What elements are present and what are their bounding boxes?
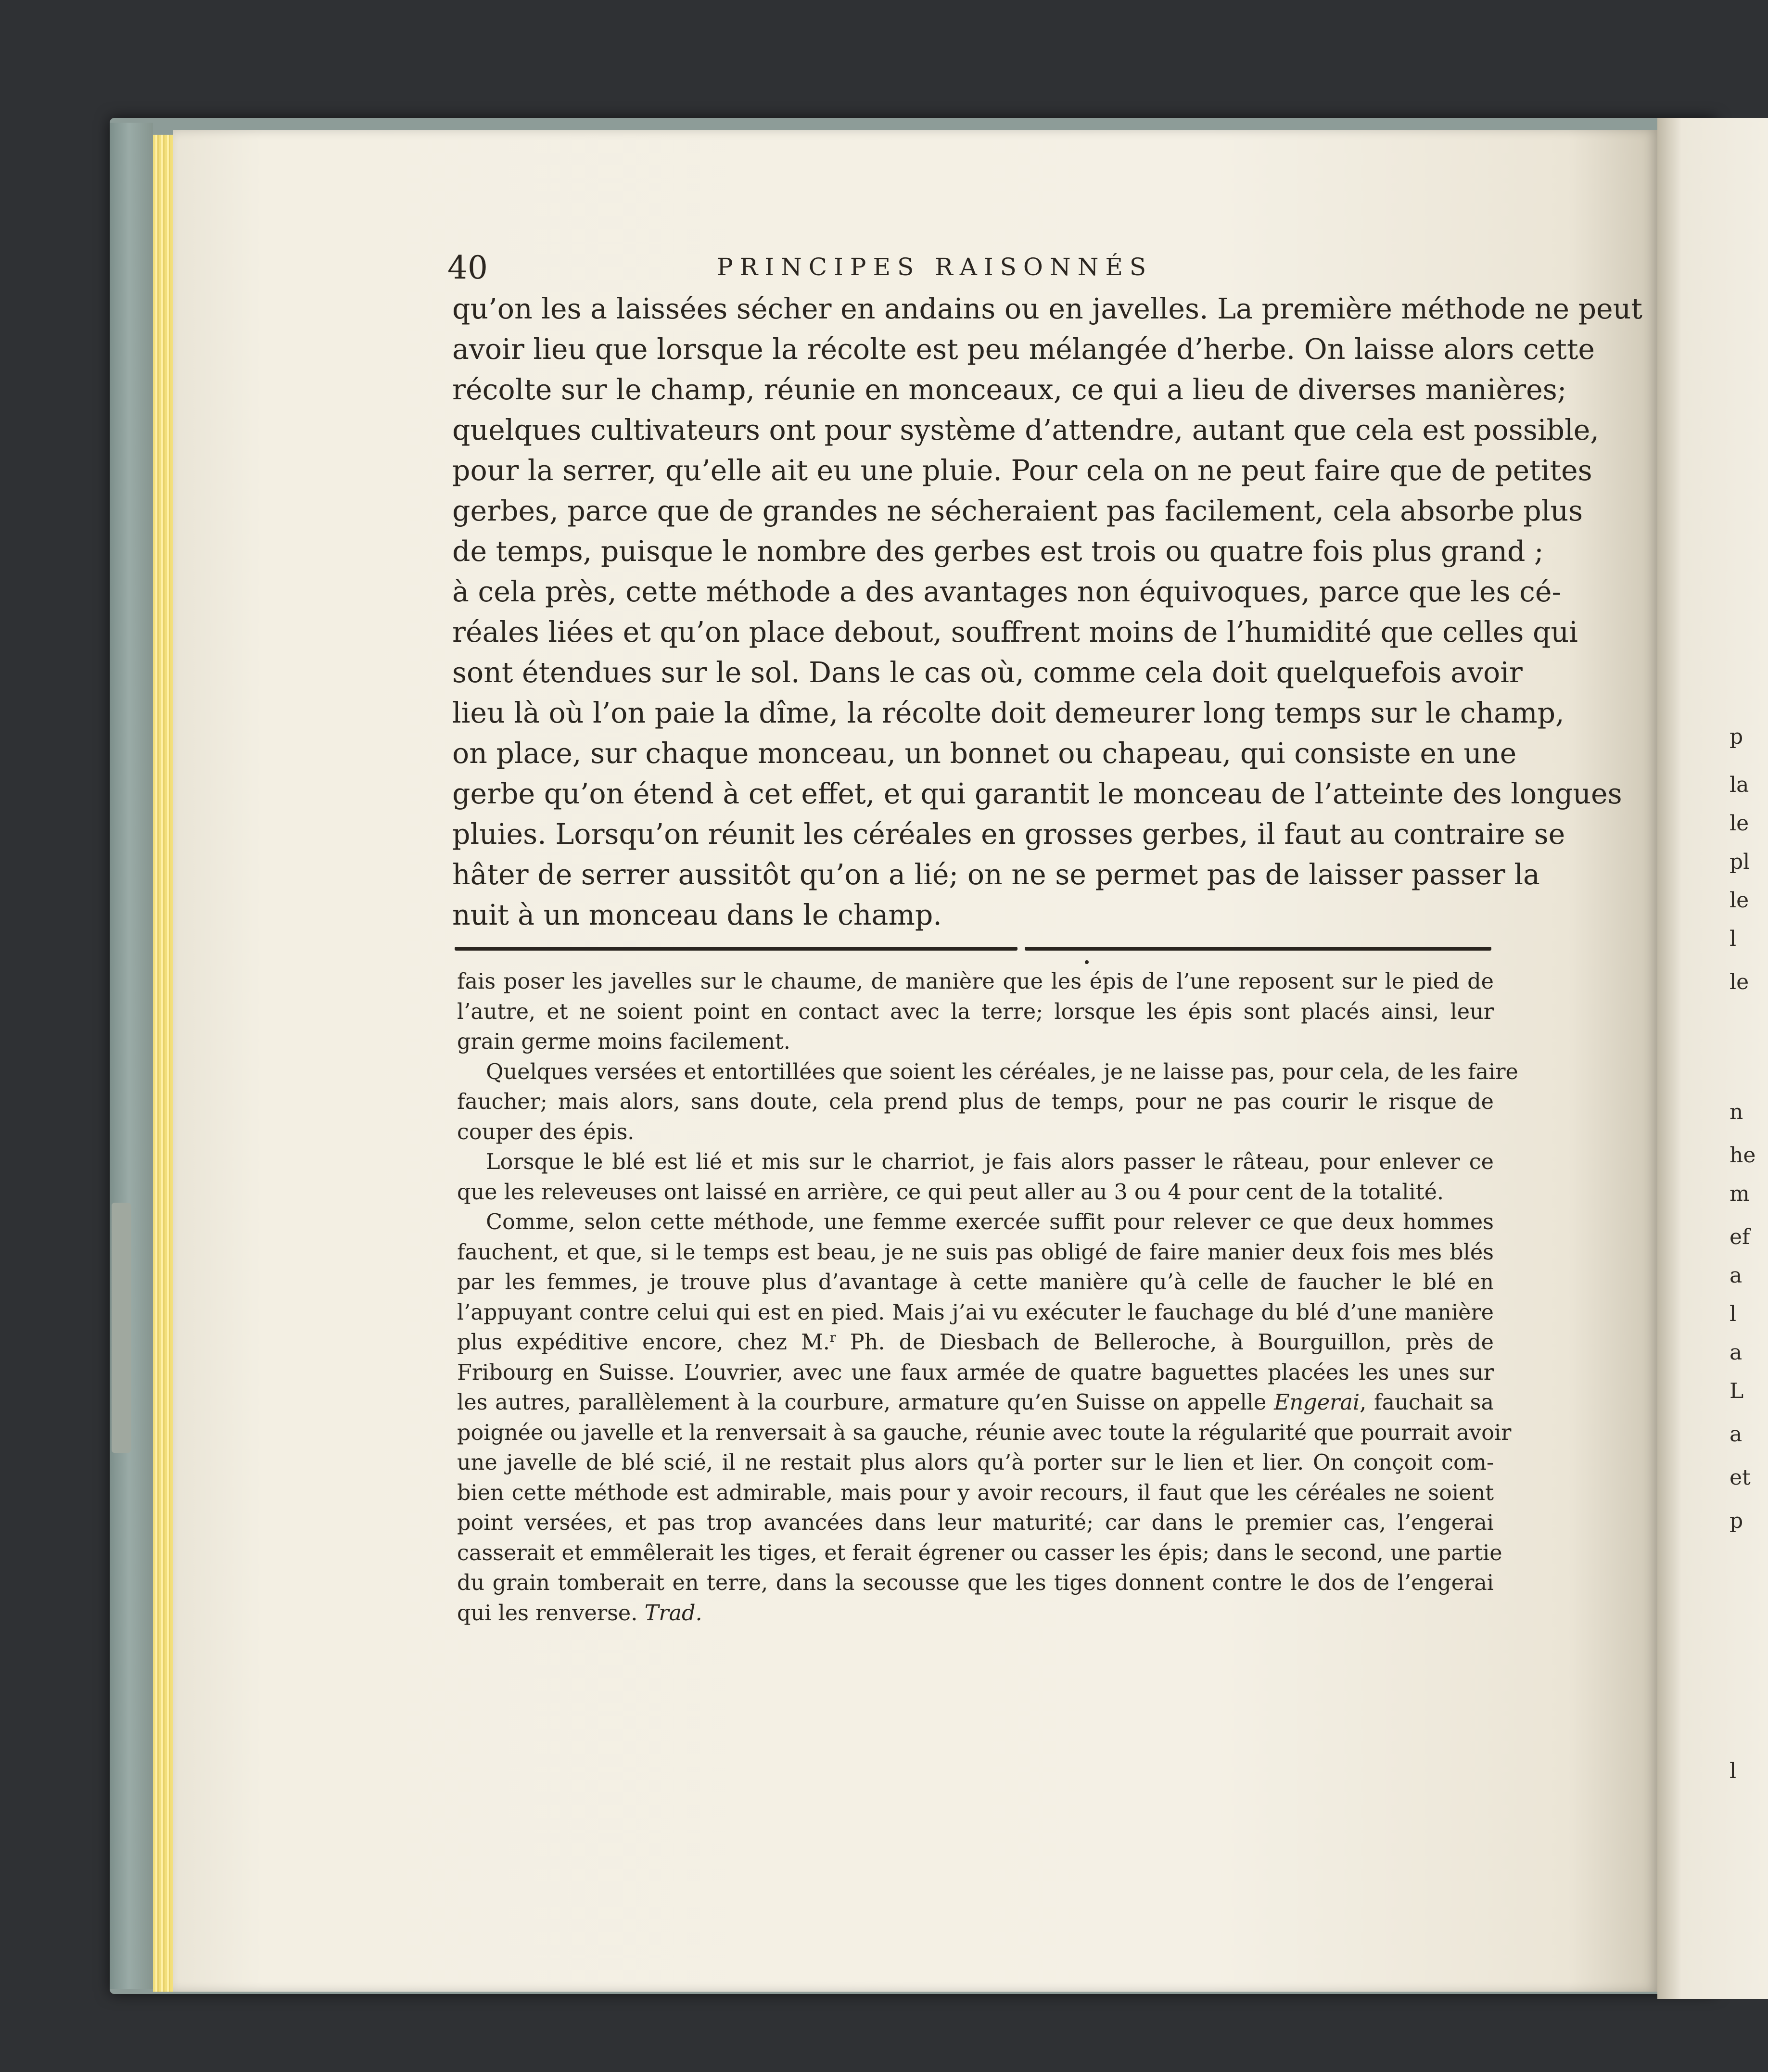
footnote-line: Fribourg en Suisse. L’ouvrier, avec une faux armée de quatre baguettes placées les unes sur — [457, 1360, 1494, 1385]
text-line: on place, sur chaque monceau, un bonnet ou chapeau, qui consiste en une — [452, 737, 1517, 770]
text-line: pluies. Lorsqu’on réunit les céréales en grosses gerbes, il faut au contraire se — [452, 818, 1565, 851]
footnote-line — [457, 1388, 1494, 1418]
right-page-sliver — [1657, 118, 1768, 1999]
footnote-text: Ph. de Diesbach de Belleroche, à Bourguillon, près de — [836, 1330, 1494, 1355]
text-line: qu’on les a laissées sécher en andains ou en javelles. La première méthode ne peut — [452, 292, 1642, 325]
gilt-page-edges — [153, 135, 175, 1992]
superscript: r — [829, 1330, 836, 1346]
footnote-paragraph-4 — [457, 1208, 1512, 1628]
translator-signature: Trad. — [644, 1601, 702, 1626]
footnote-line: point versées, et pas trop avancées dans leur maturité; car dans le premier cas, l’engerai — [457, 1511, 1494, 1535]
facing-page-fragment: n — [1730, 1100, 1743, 1124]
text-line: gerbe qu’on étend à cet effet, et qui garantit le monceau de l’atteinte des longues — [452, 777, 1622, 810]
main-text — [452, 289, 1642, 935]
text-line: gerbes, parce que de grandes ne sécheraient pas facilement, cela absorbe plus — [452, 495, 1583, 527]
footnote-text: qui les renverse. — [457, 1601, 645, 1626]
footnote-line: couper des épis. — [457, 1119, 635, 1144]
footnote-rule-right — [1025, 947, 1491, 951]
footnote-line: grain germe moins facilement. — [457, 1030, 790, 1054]
footnote-line: poignée ou javelle et la renversait à sa gauche, réunie avec toute la régularité que pourrait avoir — [457, 1420, 1512, 1445]
footnote-line: Quelques versées et entortillées que soient les céréales, je ne laisse pas, pour cela, de les faire — [486, 1059, 1518, 1084]
footnote-line: une javelle de blé scié, il ne restait plus alors qu’à porter sur le lien et lier. On conçoit com- — [457, 1450, 1494, 1475]
footnote-paragraph-1 — [457, 967, 1494, 1057]
footnote-rule-left — [455, 947, 1018, 951]
facing-page-fragment: et — [1730, 1465, 1751, 1490]
footnote-paragraph-3 — [457, 1147, 1494, 1208]
footnote-line: fais poser les javelles sur le chaume, de manière que les épis de l’une reposent sur le pied de — [457, 969, 1494, 994]
text-line: à cela près, cette méthode a des avantages non équivoques, parce que les cé- — [452, 575, 1562, 608]
facing-page-fragment: le — [1730, 811, 1749, 836]
footnote-line: que les releveuses ont laissé en arrière, ce qui peut aller au 3 ou 4 pour cent de la totalité. — [457, 1180, 1444, 1205]
facing-page-fragment: le — [1730, 888, 1749, 913]
facing-page-fragment: he — [1730, 1143, 1756, 1168]
text-line: quelques cultivateurs ont pour système d’attendre, autant que cela est possible, — [452, 414, 1599, 446]
text-line: nuit à un monceau dans le champ. — [452, 899, 942, 931]
facing-page-fragment: a — [1730, 1422, 1743, 1447]
footnote-line: du grain tomberait en terre, dans la secousse que les tiges donnent contre le dos de l’engerai — [457, 1571, 1494, 1595]
running-head — [447, 249, 1506, 286]
footnote-paragraph-2 — [457, 1057, 1518, 1148]
facing-page-fragment: le — [1730, 970, 1749, 994]
text-line: réales liées et qu’on place debout, souffrent moins de l’humidité que celles qui — [452, 616, 1578, 648]
facing-page-fragment: p — [1730, 725, 1743, 749]
facing-page-fragment: a — [1730, 1340, 1743, 1365]
footnote-line: casserait et emmêlerait les tiges, et ferait égrener ou casser les épis; dans le second, une partie — [457, 1540, 1502, 1565]
book-spine — [110, 123, 153, 1989]
facing-page-fragment: L — [1730, 1379, 1744, 1403]
text-line: hâter de serrer aussitôt qu’on a lié; on ne se permet pas de laisser passer la — [452, 858, 1540, 891]
facing-page-fragment: l — [1730, 1302, 1737, 1326]
facing-page-fragment: a — [1730, 1263, 1743, 1288]
spine-tear — [112, 1203, 131, 1453]
footnote-line: par les femmes, je trouve plus d’avantage à cette manière qu’à celle de faucher le blé en — [457, 1270, 1494, 1295]
footnote-text: les autres, parallèlement à la courbure, armature qu’en Suisse on appelle — [457, 1390, 1274, 1415]
facing-page-fragment: l — [1730, 927, 1737, 951]
text-line: lieu là où l’on paie la dîme, la récolte doit demeurer long temps sur le champ, — [452, 697, 1564, 729]
italic-term: Engerai — [1274, 1390, 1360, 1415]
text-line: récolte sur le champ, réunie en monceaux, ce qui a lieu de diverses manières; — [452, 373, 1567, 406]
running-title: PRINCIPES RAISONNÉS — [717, 253, 1153, 281]
facing-page-fragment: p — [1730, 1509, 1743, 1533]
footnote-line: l’appuyant contre celui qui est en pied. Mais j’ai vu exécuter le fauchage du blé d’une manière — [457, 1300, 1494, 1325]
page-number: 40 — [447, 249, 488, 286]
footnote-line: bien cette méthode est admirable, mais pour y avoir recours, il faut que les céréales ne soient — [457, 1480, 1494, 1505]
footnote — [457, 967, 1518, 1628]
facing-page-fragment: l — [1730, 1759, 1737, 1783]
text-line: pour la serrer, qu’elle ait eu une pluie. Pour cela on ne peut faire que de petites — [452, 454, 1592, 487]
facing-page-fragment: m — [1730, 1182, 1750, 1206]
footnote-text: plus expéditive encore, chez M. — [457, 1330, 830, 1355]
footnote-line — [457, 1328, 1494, 1358]
facing-page-fragment: pl — [1730, 850, 1750, 874]
facing-page-fragment: la — [1730, 773, 1749, 797]
text-line: avoir lieu que lorsque la récolte est peu mélangée d’herbe. On laisse alors cette — [452, 333, 1595, 366]
text-line: sont étendues sur le sol. Dans le cas où, comme cela doit quelquefois avoir — [452, 656, 1523, 689]
text-line: de temps, puisque le nombre des gerbes est trois ou quatre fois plus grand ; — [452, 535, 1544, 568]
footnote-text: , fauchait sa — [1360, 1390, 1494, 1415]
footnote-line: l’autre, et ne soient point en contact avec la terre; lorsque les épis sont placés ainsi, leur — [457, 999, 1494, 1024]
footnote-line: faucher; mais alors, sans doute, cela prend plus de temps, pour ne pas courir le risque de — [457, 1090, 1494, 1114]
footnote-rule-dot — [1085, 960, 1089, 964]
footnote-line: Lorsque le blé est lié et mis sur le charriot, je fais alors passer le râteau, pour enlever ce — [486, 1150, 1494, 1174]
footnote-line: fauchent, et que, si le temps est beau, je ne suis pas obligé de faire manier deux fois mes blés — [457, 1240, 1494, 1265]
footnote-line: Comme, selon cette méthode, une femme exercée suffit pour relever ce que deux hommes — [486, 1210, 1494, 1234]
facing-page-fragment: ef — [1730, 1225, 1750, 1249]
footnote-line — [457, 1599, 1494, 1629]
